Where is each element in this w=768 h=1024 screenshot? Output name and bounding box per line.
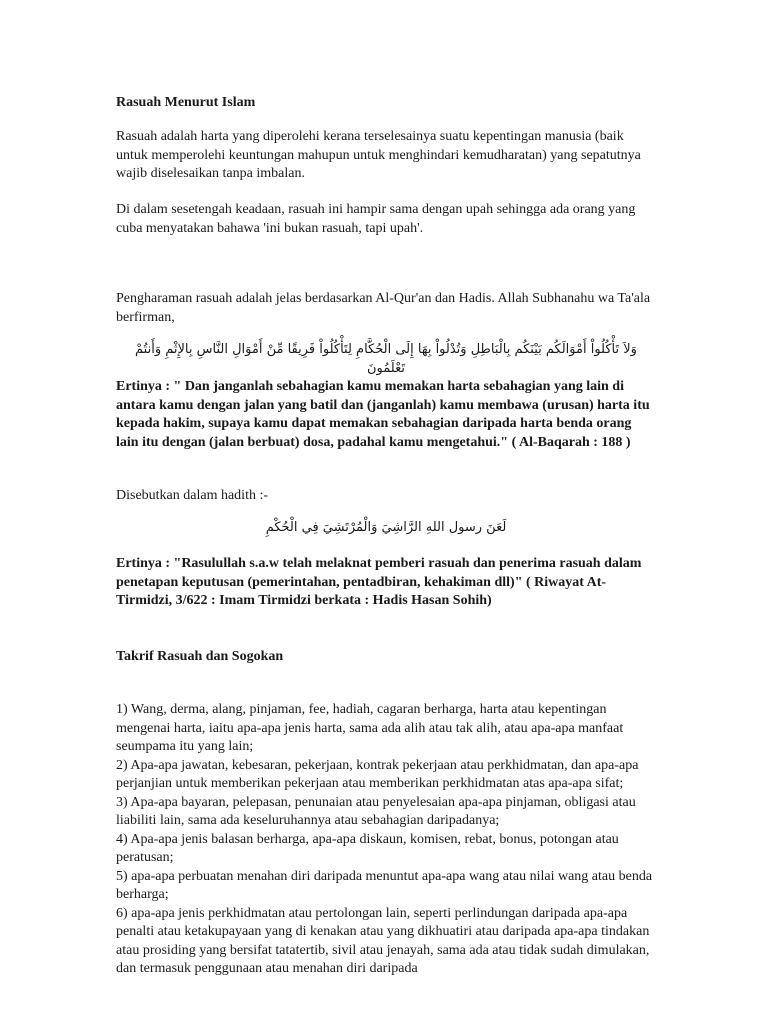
section-heading-takrif: Takrif Rasuah dan Sogokan [116, 649, 284, 664]
list-item: 3) Apa-apa bayaran, pelepasan, penunaian atau penyelesaian apa-apa pinjaman, obligasi atau liabiliti lain, sama ada keseluruhannya atau sebahagian daripadanya; [116, 794, 636, 828]
list-item: 5) apa-apa perbuatan menahan diri daripada menuntut apa-apa wang atau nilai wang atau benda berharga; [116, 868, 653, 902]
quran-verse-arabic: وَلاَ تَأْكُلُواْ أَمْوَالَكُم بَيْنَكُم بِالْبَاطِلِ وَتُدْلُواْ بِهَا إِلَى الْحُكَّامِ لِتَأْكُلُواْ فَرِيقًا مِّنْ أَمْوَالِ النَّاسِ بِالإِثْمِ وَأَنتُمْ تَعْلَمُونَ [135, 342, 637, 376]
definition-list [116, 701, 656, 979]
paragraph-pengharaman: Pengharaman rasuah adalah jelas berdasarkan Al-Qur'an dan Hadis. Allah Subhanahu wa Ta'ala berfirman, [116, 291, 651, 325]
list-item: 2) Apa-apa jawatan, kebesaran, pekerjaan, kontrak pekerjaan atau perkhidmatan, dan apa-apa perjanjian untuk memberikan pekerjaan atau memberikan perkhidmatan atas apa-apa sifat; [116, 757, 639, 791]
page-title: Rasuah Menurut Islam [116, 95, 256, 110]
list-item: 4) Apa-apa jenis balasan berharga, apa-apa diskaun, komisen, rebat, bonus, potongan atau peratusan; [116, 831, 619, 865]
hadith-translation: Ertinya : "Rasulullah s.a.w telah melaknat pemberi rasuah dan penerima rasuah dalam penetapan keputusan (pemerintahan, pentadbiran, kehakiman dll)" ( Riwayat At-Tirmidzi, 3/622 : Imam Tirmidzi berkata : Hadis Hasan Sohih) [116, 556, 642, 608]
list-item: 6) apa-apa jenis perkhidmatan atau pertolongan lain, seperti perlindungan daripada apa-apa penalti atau ketakupayaan yang di kenakan atau yang dikhuatiri atau daripada apa-apa tindakan atau prosiding yang bersifat tatatertib, sivil atau jenayah, sama ada atau tidak sudah dimulakan, dan termasuk penggunaan atau menahan diri daripada [116, 905, 650, 976]
hadith-arabic: لَعَنَ رسول اللهِ الرَّاشِيَ وَالْمُرْتَشِيَ فِي الْحُكْمِ [265, 520, 507, 535]
paragraph-definition: Rasuah adalah harta yang diperolehi kerana terselesainya suatu kepentingan manusia (baik untuk memperolehi keuntungan mahupun untuk menghindari kemudharatan) yang sepatutnya wajib diselesaikan tanpa imbalan. [116, 129, 641, 181]
quran-translation: Ertinya : " Dan janganlah sebahagian kamu memakan harta sebahagian yang lain di antara kamu dengan jalan yang batil dan (janganlah) kamu membawa (urusan) harta itu kepada hakim, supaya kamu dapat memakan sebahagian daripada harta benda orang lain itu dengan (jalan berbuat) dosa, padahal kamu mengetahui." ( Al-Baqarah : 188 ) [116, 379, 650, 450]
paragraph-upah: Di dalam sesetengah keadaan, rasuah ini hampir sama dengan upah sehingga ada orang yang cuba menyatakan bahawa 'ini bukan rasuah, tapi upah'. [116, 202, 636, 236]
list-item: 1) Wang, derma, alang, pinjaman, fee, hadiah, cagaran berharga, harta atau kepentingan mengenai harta, iaitu apa-apa jenis harta, sama ada alih atau tak alih, atau apa-apa manfaat seumpama itu yang lain; [116, 702, 624, 754]
hadith-intro: Disebutkan dalam hadith :- [116, 488, 269, 503]
